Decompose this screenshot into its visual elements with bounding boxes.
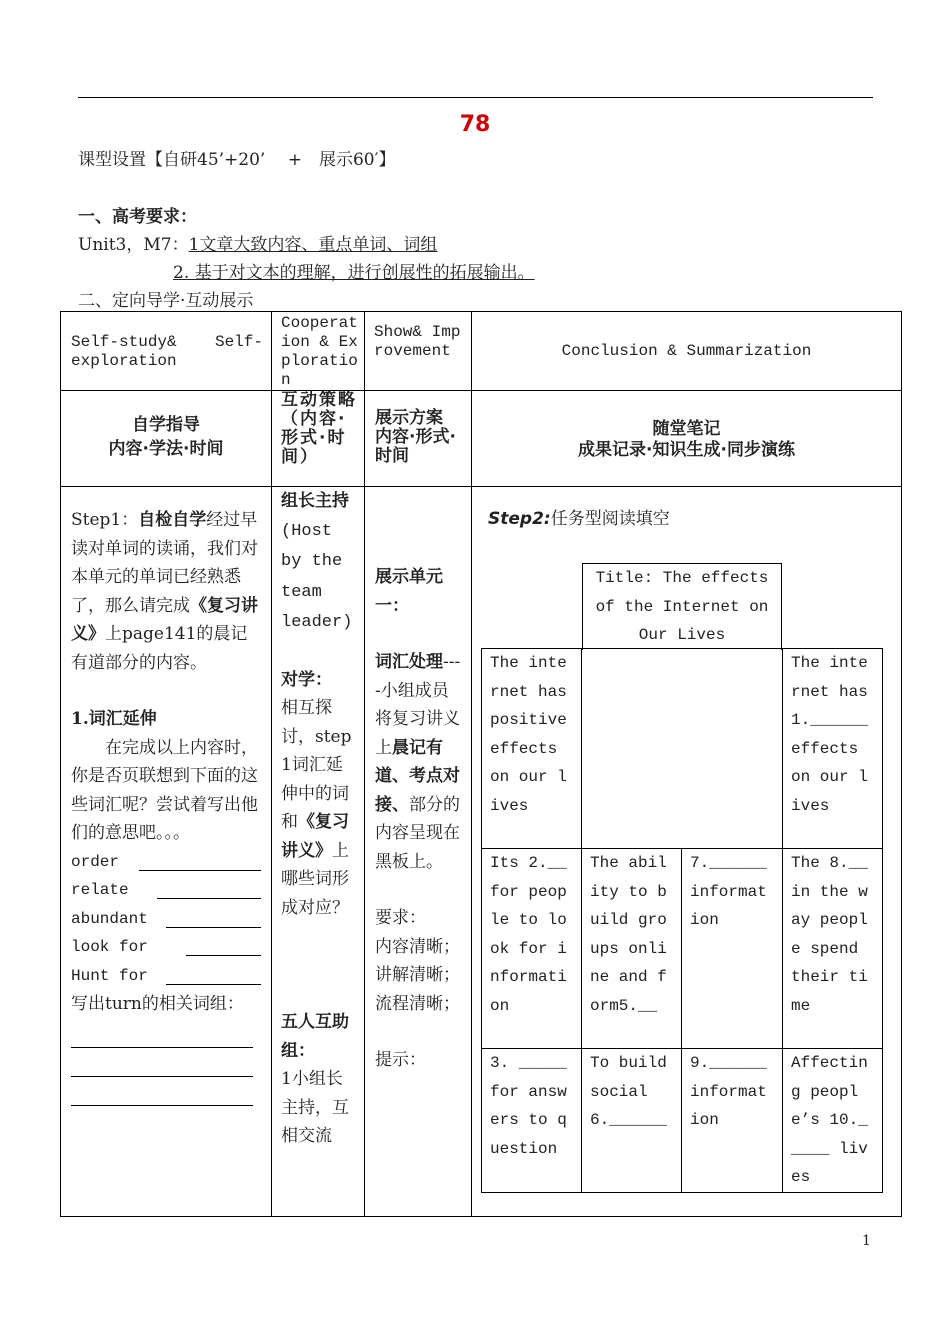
word-row-relate: relate <box>71 876 261 905</box>
blank-turn-2[interactable] <box>71 1054 253 1077</box>
blank-look-for[interactable] <box>186 933 261 956</box>
blank-abundant[interactable] <box>166 905 261 928</box>
word-list <box>71 848 261 991</box>
hint-label: 提示： <box>375 1050 426 1070</box>
show-cell <box>365 487 472 1217</box>
duixue-title: 对学： <box>281 669 332 690</box>
req-title: 要求： <box>375 908 426 928</box>
inner-title-box: Title: The effects of the Internet on Our Lives <box>582 563 782 650</box>
header-conclusion: Conclusion & Summarization <box>472 312 902 391</box>
inner-cell: The ability to build groups online and form5.__ <box>582 849 682 1049</box>
requirement-line-1 <box>78 230 437 255</box>
blank-relate[interactable] <box>157 876 261 899</box>
word-row-abundant: abundant <box>71 905 261 934</box>
req-1: 1文章大致内容、重点单词、词组 <box>188 235 438 255</box>
inner-cell: To build social 6.______ <box>582 1049 682 1193</box>
header-show: Show& Improvement <box>365 312 472 391</box>
inner-cell-empty <box>582 649 783 849</box>
vocab-extension-title: 1.词汇延伸 <box>71 709 157 729</box>
blank-hunt-for[interactable] <box>166 962 261 985</box>
header-cn-1: 自学指导 内容·学法·时间 <box>61 391 272 487</box>
footer-page-number: 1 <box>862 1233 871 1249</box>
turn-prompt: 写出turn的相关词组： <box>71 994 244 1014</box>
course-setting: 课型设置【自研45’+20’ + 展示60′】 <box>78 150 396 170</box>
inner-row-3 <box>482 1049 883 1193</box>
blank-order[interactable] <box>139 848 261 871</box>
word-row-hunt-for: Hunt for <box>71 962 261 991</box>
group-title: 五人互助组： <box>281 1012 349 1061</box>
header-self-study: Self-study& Self-exploration <box>61 312 272 391</box>
inner-cell: 7.______ information <box>682 849 783 1049</box>
header-row-en <box>61 312 902 391</box>
inner-row-1 <box>482 649 883 849</box>
header-cn-3: 展示方案 内容·形式·时间 <box>365 391 472 487</box>
step2-heading: Step2:任务型阅读填空 <box>488 509 670 529</box>
header-row-cn <box>61 391 902 487</box>
inner-cell: 9.______ information <box>682 1049 783 1193</box>
section1-title: 一、高考要求： <box>78 207 197 227</box>
header-cn-4: 随堂笔记 成果记录·知识生成·同步演练 <box>472 391 902 487</box>
word-row-look-for: look for <box>71 933 261 962</box>
section2-title: 二、定向导学·互动展示 <box>78 291 254 311</box>
req-item: 讲解清晰； <box>375 965 460 985</box>
word-row-order: order <box>71 848 261 877</box>
inner-cell: Its 2.__ for people to look for information <box>482 849 582 1049</box>
blank-turn-1[interactable] <box>71 1025 253 1048</box>
req-prefix: Unit3，M7： <box>78 235 189 255</box>
inner-table <box>481 648 883 1193</box>
top-rule <box>78 97 873 98</box>
cooperation-cell <box>272 487 365 1217</box>
inner-cell: The internet has positive effects on our lives <box>482 649 582 849</box>
step1-paragraph: Step1：自检自学经过早读对单词的读诵，我们对本单元的单词已经熟悉了，那么请完成《复习讲义》上page141的晨记有道部分的内容。 <box>71 510 258 673</box>
req-item: 内容清晰； <box>375 936 460 957</box>
inner-cell: 3. _____ for answers to question <box>482 1049 582 1193</box>
content-row <box>61 487 902 1217</box>
blank-turn-3[interactable] <box>71 1083 253 1106</box>
duixue-paragraph: 相互探讨，step 1词汇延伸中的词和《复习讲义》上哪些词形成对应？ <box>281 698 352 918</box>
notes-cell <box>472 487 902 1217</box>
header-cn-2: 互动策略（内容·形式·时间） <box>272 391 365 487</box>
host-paragraph: 组长主持(Host by the team leader) <box>281 491 353 632</box>
main-table <box>60 311 902 1217</box>
self-study-cell <box>61 487 272 1217</box>
group-text: 1小组长主持，互相交流 <box>281 1069 349 1146</box>
inner-cell: The 8.__ in the way people spend their time <box>783 849 883 1049</box>
inner-cell: The internet has 1.______ effects on our lives <box>783 649 883 849</box>
inner-row-2 <box>482 849 883 1049</box>
vocab-paragraph: 词汇处理----小组成员将复习讲义上晨记有道、考点对接、部分的内容呈现在黑板上。 <box>375 652 461 872</box>
req-item: 流程清晰； <box>375 993 460 1014</box>
inner-cell: Affecting people’s 10._____ lives <box>783 1049 883 1193</box>
requirement-line-2: 2. 基于对文本的理解，进行创展性的拓展输出。 <box>173 263 535 283</box>
header-cooperation: Cooperation & Exploration <box>272 312 365 391</box>
unit-title: 展示单元一： <box>375 567 443 616</box>
page-number-red: 78 <box>459 112 491 137</box>
vocab-extension-text: 在完成以上内容时，你是否页联想到下面的这些词汇呢？尝试着写出他们的意思吧。。。 <box>71 737 258 843</box>
